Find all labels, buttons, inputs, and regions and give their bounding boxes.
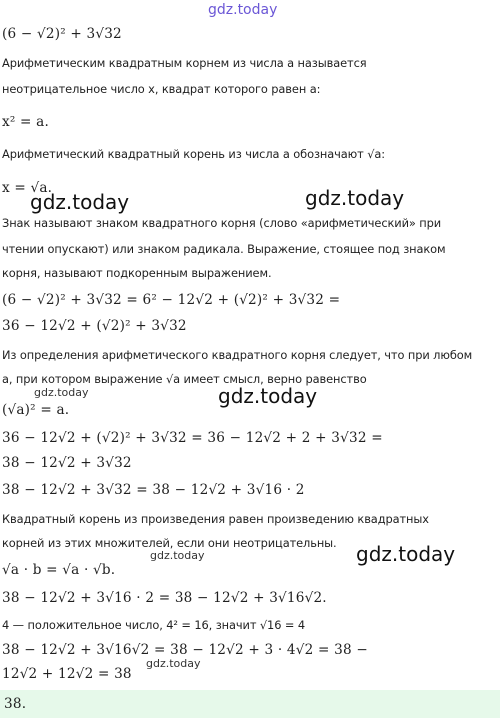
formula-root: x = √a. bbox=[2, 180, 53, 196]
definition-line-1: Арифметическим квадратным корнем из числа a называется bbox=[2, 56, 367, 70]
watermark-2: gdz.today bbox=[305, 186, 405, 210]
definition-line-2: неотрицательное число x, квадрат которого равен a: bbox=[2, 82, 321, 96]
paragraph-line-4: Из определения арифметического квадратного корня следует, что при любом bbox=[2, 348, 473, 362]
paragraph-line-7: корней из этих множителей, если они неотрицательны. bbox=[2, 536, 337, 550]
solution-step-2: 36 − 12√2 + (√2)² + 3√32 bbox=[2, 318, 187, 334]
solution-step-6: 38 − 12√2 + 3√16 · 2 = 38 − 12√2 + 3√16√2. bbox=[2, 590, 327, 606]
watermark-4: gdz.today bbox=[356, 542, 456, 566]
formula-root-square: (√a)² = a. bbox=[2, 402, 70, 418]
definition-line-3: Арифметический квадратный корень из числа a обозначают √a: bbox=[2, 147, 385, 161]
paragraph-line-3: корня, называют подкоренным выражением. bbox=[2, 266, 272, 280]
solution-step-1: (6 − √2)² + 3√32 = 6² − 12√2 + (√2)² + 3√32 = bbox=[2, 292, 341, 308]
watermark-small-1: gdz.today bbox=[34, 386, 89, 399]
answer-box bbox=[0, 690, 500, 718]
watermark-3: gdz.today bbox=[218, 384, 318, 408]
solution-step-4: 38 − 12√2 + 3√32 bbox=[2, 455, 132, 471]
paragraph-line-1: Знак называют знаком квадратного корня (слово «арифметический» при bbox=[2, 216, 442, 230]
solution-step-3: 36 − 12√2 + (√2)² + 3√32 = 36 − 12√2 + 2 + 3√32 = bbox=[2, 430, 383, 446]
answer-value: 38. bbox=[4, 696, 27, 712]
formula-product-root: √a · b = √a · √b. bbox=[2, 562, 116, 578]
watermark-1: gdz.today bbox=[30, 190, 130, 214]
solution-step-7: 38 − 12√2 + 3√16√2 = 38 − 12√2 + 3 · 4√2 = 38 − bbox=[2, 642, 368, 658]
watermark-small-2: gdz.today bbox=[150, 549, 205, 562]
paragraph-line-2: чтении опускают) или знаком радикала. Выражение, стоящее под знаком bbox=[2, 242, 446, 256]
paragraph-line-8: 4 — положительное число, 4² = 16, значит √16 = 4 bbox=[2, 618, 305, 632]
paragraph-line-6: Квадратный корень из произведения равен произведению квадратных bbox=[2, 512, 429, 526]
paragraph-line-5: a, при котором выражение √a имеет смысл, верно равенство bbox=[2, 372, 367, 386]
watermark-top: gdz.today bbox=[208, 2, 278, 18]
watermark-small-3: gdz.today bbox=[146, 657, 201, 670]
formula-square: x² = a. bbox=[2, 114, 49, 130]
solution-step-5: 38 − 12√2 + 3√32 = 38 − 12√2 + 3√16 · 2 bbox=[2, 482, 305, 498]
task-expression: (6 − √2)² + 3√32 bbox=[2, 26, 122, 42]
solution-step-8: 12√2 + 12√2 = 38 bbox=[2, 666, 132, 682]
